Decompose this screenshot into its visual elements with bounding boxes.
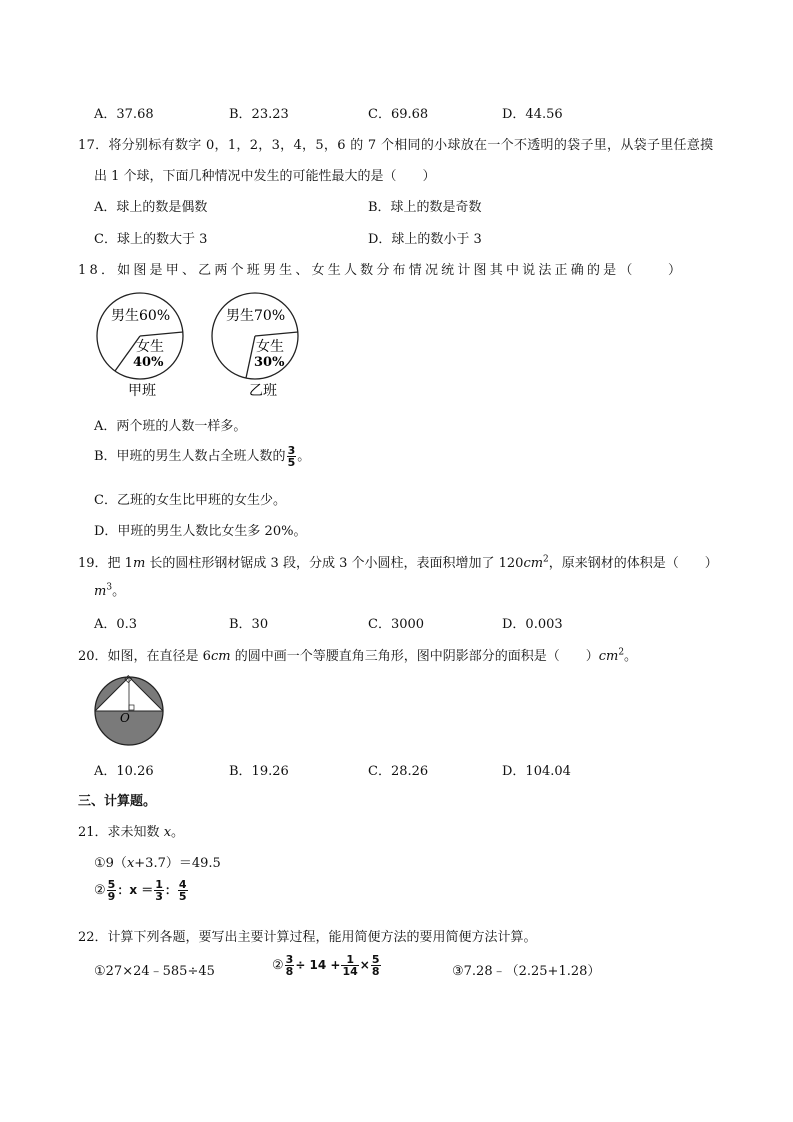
pie-chart-class-yi <box>212 293 298 399</box>
pie-chart-class-jia <box>97 293 183 399</box>
q17-option-a: A．球上的数是偶数 <box>94 200 208 215</box>
q18-option-d: D．甲班的男生人数比女生多 20%。 <box>94 524 307 539</box>
pie-title-yi: 乙班 <box>249 383 277 399</box>
q16-option-b: B．23.23 <box>229 107 289 122</box>
q18-option-b: B．甲班的男生人数占全班人数的 $\frac{3}{5}$ 。 <box>94 444 311 469</box>
q18-option-c: C．乙班的女生比甲班的女生少。 <box>94 493 286 508</box>
q20-stem: 20．如图，在直径是 6cm 的圆中画一个等腰直角三角形，图中阴影部分的面积是（ ）$cm^2$。 <box>78 647 638 664</box>
q18-pie-charts <box>88 288 318 404</box>
q19-option-d: D．0.003 <box>502 617 563 632</box>
q16-option-a: A．37.68 <box>94 107 154 122</box>
pie-label-boys-jia: 男生60% <box>111 308 171 324</box>
pie-label-boys-yi: 男生70% <box>226 308 286 324</box>
q22-stem: 22．计算下列各题，要写出主要计算过程，能用简便方法的要用简便方法计算。 <box>78 930 537 945</box>
pie-label-girls-yi: 女生 <box>256 339 284 355</box>
q17-stem-line1: 17．将分别标有数字 0，1，2，3，4，5，6 的 7 个相同的小球放在一个不透明的袋子里，从袋子里任意摸 <box>78 138 714 153</box>
q19-option-c: C．3000 <box>368 617 425 632</box>
q21-equation-2: ② $\frac{5}{9}$ ：x ＝ $\frac{1}{3}$ ： $\frac{4}{5}$ <box>94 878 187 903</box>
q17-stem-line2: 出 1 个球，下面几种情况中发生的可能性最大的是（ ） <box>94 169 436 184</box>
q17-option-c: C．球上的数大于 3 <box>94 232 208 247</box>
q21-stem: 21．求未知数 x。 <box>78 825 185 840</box>
q18-option-b-text: B．甲班的男生人数占全班人数的 <box>94 449 286 464</box>
q18-option-a: A．两个班的人数一样多。 <box>94 419 247 434</box>
q20-circle-figure <box>92 674 172 754</box>
q19-stem-line2: $m^3$。 <box>94 582 126 599</box>
q16-option-d: D．44.56 <box>502 107 563 122</box>
q21-equation-1: ①9（x+3.7）＝49.5 <box>94 856 221 871</box>
q16-option-c: C．69.68 <box>368 107 429 122</box>
pie-value-girls-yi: 30% <box>254 355 285 370</box>
pie-label-girls-jia: 女生 <box>136 339 164 355</box>
q20-option-b: B．19.26 <box>229 764 289 779</box>
center-label-o: O <box>120 711 130 725</box>
shaded-lower-half <box>92 711 172 754</box>
q17-option-d: D．球上的数小于 3 <box>368 232 482 247</box>
q20-option-d: D．104.04 <box>502 764 571 779</box>
section-three-heading: 三、计算题。 <box>78 794 157 809</box>
q20-option-c: C．28.26 <box>368 764 429 779</box>
q22-expression-1: ①27×24﹣585÷45 <box>94 964 215 979</box>
q20-option-a: A．10.26 <box>94 764 154 779</box>
fraction-three-fifths: $\frac{3}{5}$ <box>287 444 296 469</box>
pie-title-jia: 甲班 <box>128 383 156 399</box>
q17-option-b: B．球上的数是奇数 <box>368 200 482 215</box>
q22-expression-3: ③7.28﹣（2.25+1.28） <box>452 964 601 979</box>
q19-stem-line1: 19．把 1m 长的圆柱形钢材锯成 3 段，分成 3 个小圆柱，表面积增加了 $120cm^2$，原来钢材的体积是（ ） <box>78 554 718 571</box>
q18-stem: 18．如图是甲、乙两个班男生、女生人数分布情况统计图其中说法正确的是（ ） <box>78 263 685 278</box>
pie-value-girls-jia: 40% <box>133 355 164 370</box>
q19-option-b: B．30 <box>229 617 269 632</box>
q22-expression-2: ② $\frac{3}{8}$ ÷ 14 + $\frac{1}{14}$ × $\frac{5}{8}$ <box>272 953 380 978</box>
q19-option-a: A．0.3 <box>94 617 138 632</box>
